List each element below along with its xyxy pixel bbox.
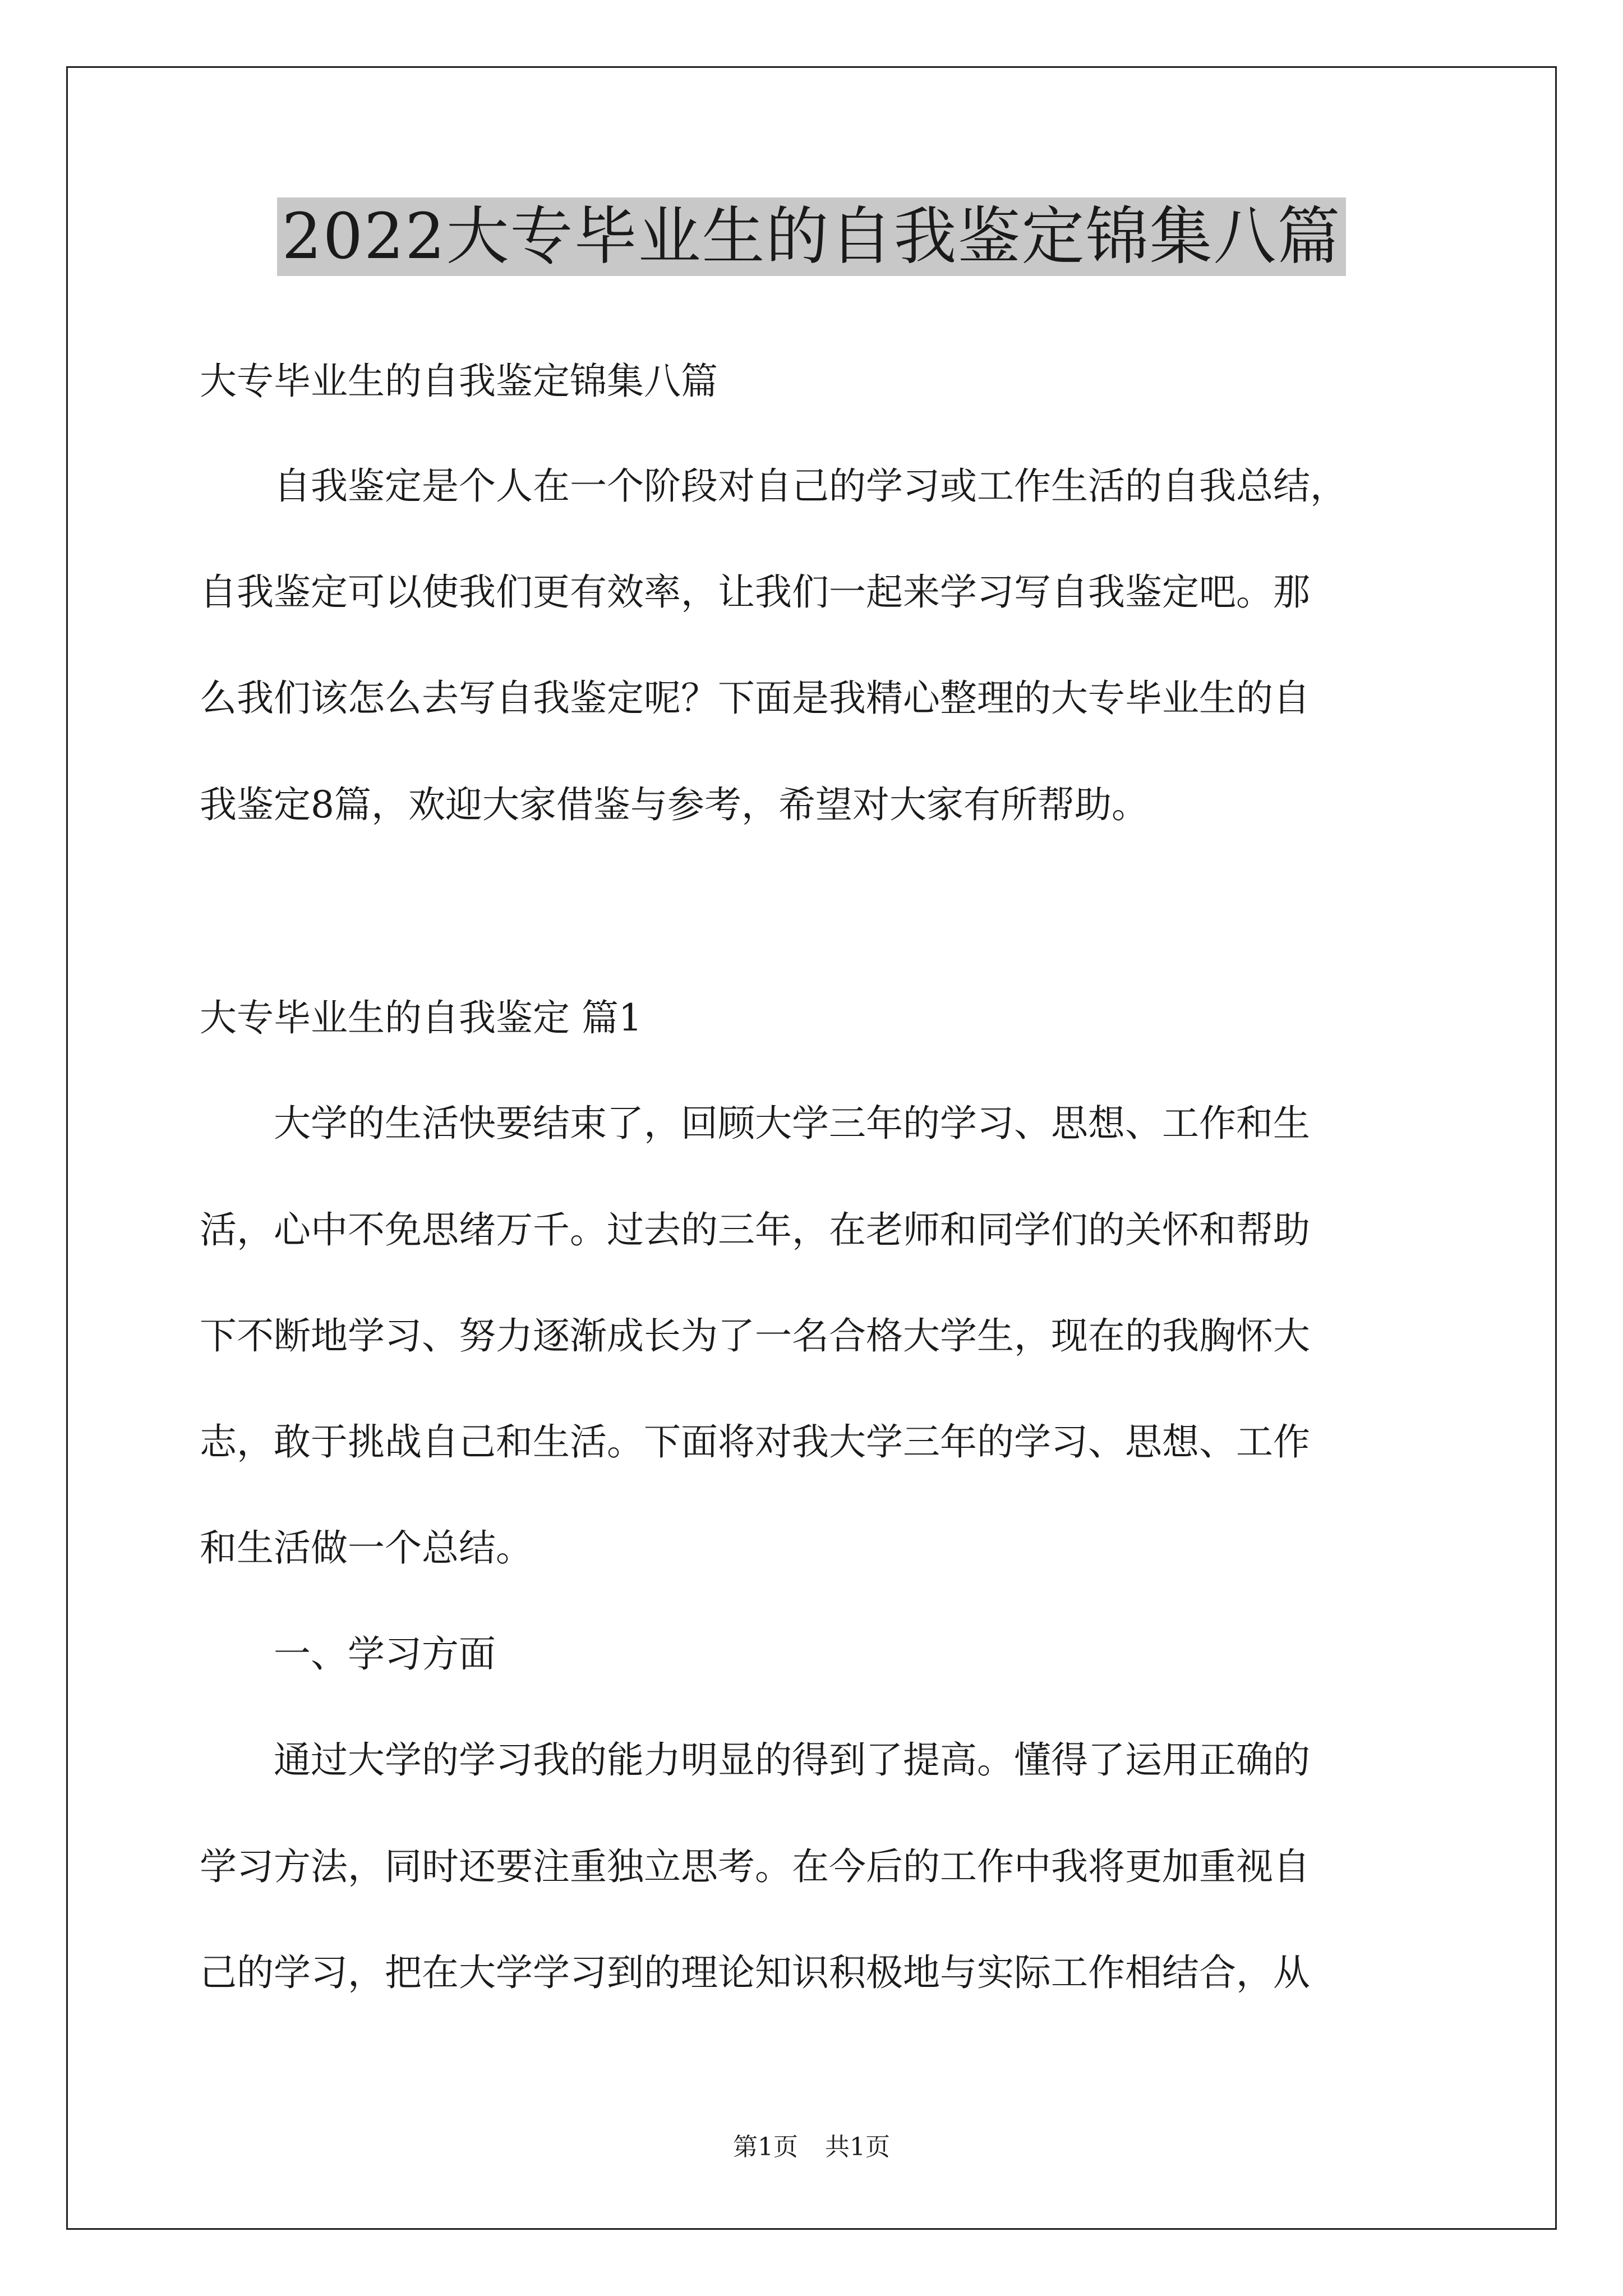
paragraph-line: 和生活做一个总结。 bbox=[200, 1526, 533, 1570]
paragraph-line: 志，敢于挑战自己和生活。下面将对我大学三年的学习、思想、工作 bbox=[200, 1420, 1310, 1464]
paragraph-line: 自我鉴定是个人在一个阶段对自己的学习或工作生活的自我总结， bbox=[200, 464, 1347, 508]
title-container bbox=[0, 197, 1623, 276]
paragraph-line: 我鉴定8篇，欢迎大家借鉴与参考，希望对大家有所帮助。 bbox=[200, 783, 1149, 826]
page-footer bbox=[0, 2132, 1623, 2163]
paragraph-line: 大学的生活快要结束了，回顾大学三年的学习、思想、工作和生 bbox=[200, 1102, 1310, 1145]
paragraph-line: 么我们该怎么去写自我鉴定呢？下面是我精心整理的大专毕业生的自 bbox=[200, 677, 1310, 720]
paragraph-line: 下不断地学习、努力逐渐成长为了一名合格大学生，现在的我胸怀大 bbox=[200, 1314, 1310, 1358]
subsection-heading: 一、学习方面 bbox=[200, 1632, 496, 1676]
page-total: 共1页 bbox=[825, 2133, 890, 2161]
paragraph-line: 活，心中不免思绪万千。过去的三年，在老师和同学们的关怀和帮助 bbox=[200, 1208, 1310, 1251]
paragraph-line: 己的学习，把在大学学习到的理论知识积极地与实际工作相结合，从 bbox=[200, 1951, 1310, 1994]
paragraph-line: 通过大学的学习我的能力明显的得到了提高。懂得了运用正确的 bbox=[200, 1738, 1310, 1782]
paragraph-line: 自我鉴定可以使我们更有效率，让我们一起来学习写自我鉴定吧。那 bbox=[200, 570, 1310, 614]
page-number: 第1页 bbox=[733, 2133, 798, 2161]
document-title: 2022大专毕业生的自我鉴定锦集八篇 bbox=[277, 197, 1345, 276]
intro-heading: 大专毕业生的自我鉴定锦集八篇 bbox=[200, 360, 718, 403]
section-heading: 大专毕业生的自我鉴定 篇1 bbox=[200, 996, 642, 1039]
paragraph-line: 学习方法，同时还要注重独立思考。在今后的工作中我将更加重视自 bbox=[200, 1845, 1310, 1888]
